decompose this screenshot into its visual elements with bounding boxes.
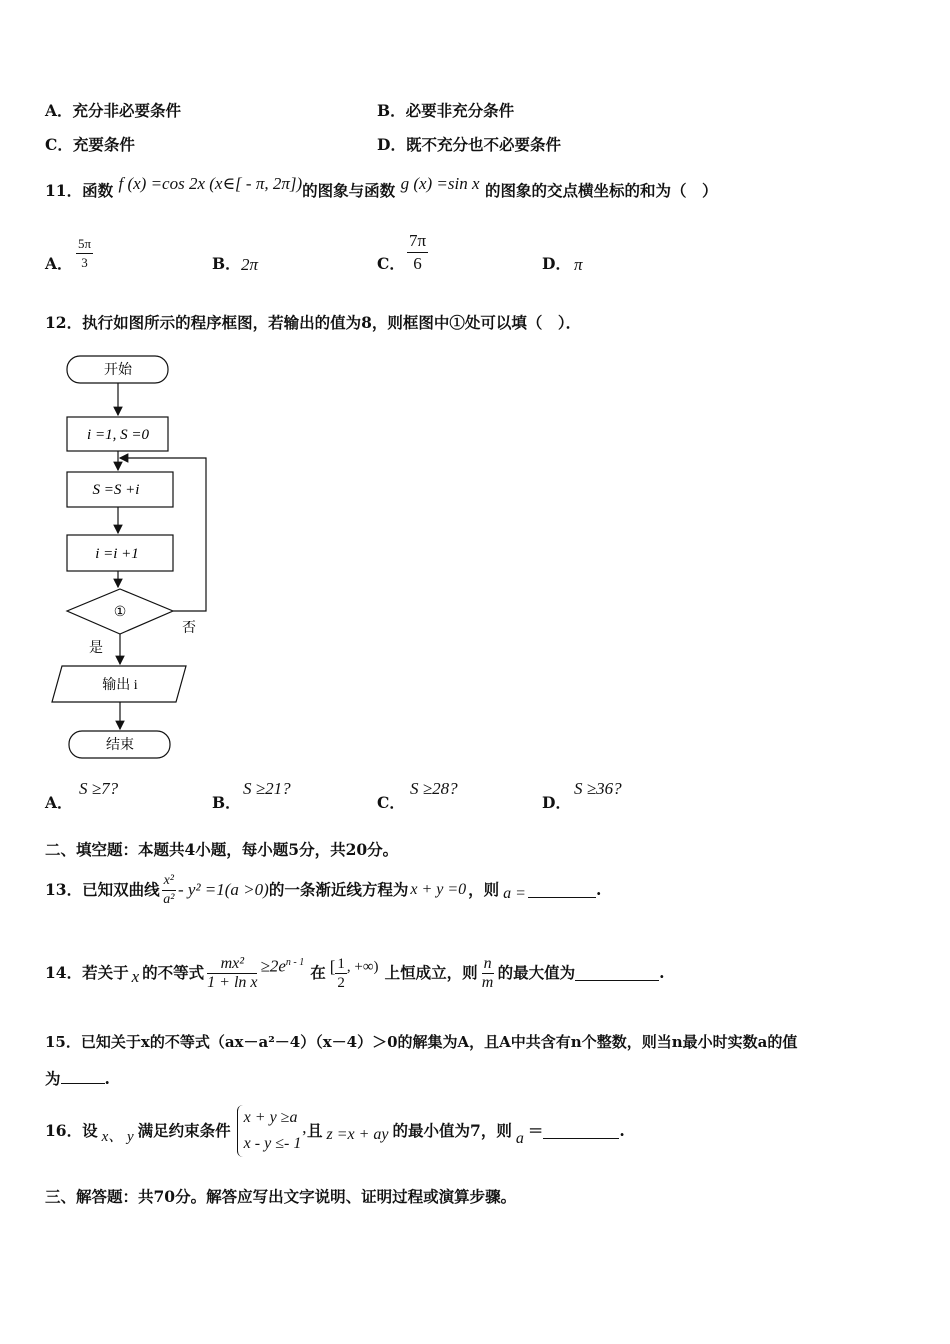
q14-left-bracket: [ bbox=[329, 957, 336, 976]
q16-comma: ’ bbox=[301, 1127, 307, 1146]
q10-option-c: C．充要条件 bbox=[45, 135, 135, 154]
q11-a-denominator: 3 bbox=[81, 255, 88, 270]
q14-exponent: n - 1 bbox=[285, 957, 305, 969]
flow-output-text: 输出 i bbox=[102, 678, 138, 693]
q11-f-expression: f (x) =cos 2x (x∈[ - π, 2π]) bbox=[118, 174, 303, 193]
q14-ratio-denominator: m bbox=[481, 973, 494, 991]
q14-mid-text: 的不等式 bbox=[142, 963, 205, 982]
flow-end-text: 结束 bbox=[106, 738, 134, 753]
q12-option-b-label: B． bbox=[212, 793, 241, 812]
flow-start-text: 开始 bbox=[104, 363, 132, 378]
q16-tail-text: 的最小值为7，则 bbox=[392, 1121, 512, 1140]
q13-then: ，则 bbox=[468, 880, 500, 899]
flow-init-text: i =1, S =0 bbox=[87, 427, 149, 443]
question-16 bbox=[45, 1103, 625, 1159]
q12-option-a: S ≥7? bbox=[79, 779, 119, 798]
q12-option-a-label: A． bbox=[45, 793, 73, 812]
q13-asymptote: x + y =0 bbox=[410, 881, 467, 898]
q13-prefix: 13．已知双曲线 bbox=[45, 880, 160, 899]
q11-option-d-label: D． bbox=[542, 254, 571, 273]
q16-end: . bbox=[619, 1121, 625, 1140]
q14-rhs-base: ≥2e bbox=[260, 956, 286, 976]
q12-option-d: S ≥36? bbox=[574, 779, 622, 798]
q13-equation: - y² =1(a >0) bbox=[178, 880, 269, 899]
q11-tail-text: 的图象的交点横坐标的和为（ ） bbox=[484, 181, 718, 200]
q11-option-d-value: π bbox=[574, 255, 583, 274]
question-14 bbox=[45, 948, 665, 998]
q13-mid-text: 的一条渐近线方程为 bbox=[268, 880, 409, 899]
q16-and: 且 bbox=[306, 1121, 323, 1140]
q14-on-text: 在 bbox=[310, 963, 326, 982]
q12-option-b: S ≥21? bbox=[243, 779, 291, 798]
q13-answer-blank[interactable] bbox=[528, 883, 596, 898]
q15-answer-blank[interactable] bbox=[61, 1069, 105, 1084]
flow-yes-label: 是 bbox=[89, 641, 103, 656]
q11-g-expression: g (x) =sin x bbox=[400, 174, 480, 193]
q12-option-c: S ≥28? bbox=[410, 779, 458, 798]
q13-answer-var: a = bbox=[503, 885, 526, 902]
q16-answer-var: a bbox=[515, 1130, 524, 1147]
flow-no-label: 否 bbox=[182, 621, 196, 636]
q11-option-b-value: 2π bbox=[241, 255, 259, 274]
q13-frac-numerator: x² bbox=[162, 872, 176, 891]
section-2-heading: 二、填空题：本题共4小题，每小题5分，共20分。 bbox=[45, 840, 399, 859]
q13-frac-denominator: a² bbox=[163, 891, 175, 907]
question-13 bbox=[45, 868, 601, 912]
flow-increment-text: i =i +1 bbox=[95, 546, 139, 562]
q12-option-c-label: C． bbox=[377, 793, 405, 812]
q11-a-numerator: 5π bbox=[76, 235, 93, 254]
q14-answer-blank[interactable] bbox=[575, 966, 659, 981]
q11-mid-text: 的图象与函数 bbox=[302, 181, 396, 200]
q10-option-b: B．必要非充分条件 bbox=[377, 101, 515, 120]
q12-option-d-label: D． bbox=[542, 793, 571, 812]
q11-option-a-label: A． bbox=[45, 254, 73, 273]
q14-x: x bbox=[131, 967, 140, 986]
q14-ratio-numerator: n bbox=[483, 954, 492, 972]
q14-tail-text: 的最大值为 bbox=[497, 963, 576, 982]
q11-c-denominator: 6 bbox=[413, 254, 422, 273]
q16-constraint-system bbox=[237, 1105, 302, 1157]
q15-line-1: 15．已知关于x的不等式（ax－a²－4）（x－4）＞0的解集为A，且A中共含有n个整数，则当n最小时实数a的值 bbox=[45, 1033, 798, 1051]
q15-line-2 bbox=[45, 1069, 110, 1089]
q14-frac-numerator: mx² bbox=[207, 955, 257, 974]
q14-interval-denominator: 2 bbox=[337, 974, 345, 991]
q16-constraint-1: x + y ≥a bbox=[243, 1109, 298, 1126]
q16-answer-blank[interactable] bbox=[543, 1124, 619, 1139]
q11-number: 11．函数 bbox=[45, 181, 114, 200]
q15-end: . bbox=[104, 1069, 110, 1088]
q16-equals: ＝ bbox=[527, 1121, 544, 1140]
q10-option-d: D．既不充分也不必要条件 bbox=[377, 135, 561, 154]
q11-c-numerator: 7π bbox=[407, 230, 428, 253]
flow-condition-text: ① bbox=[113, 605, 127, 620]
q14-interval-end: , +∞) bbox=[346, 959, 379, 975]
q16-mid-text: 满足约束条件 bbox=[137, 1121, 231, 1140]
q14-end: . bbox=[659, 963, 665, 982]
q14-prefix: 14．若关于 bbox=[45, 963, 129, 982]
q16-prefix: 16．设 bbox=[45, 1121, 98, 1140]
q16-objective: z =x + ay bbox=[326, 1126, 389, 1143]
q16-variables: x、 y bbox=[101, 1129, 134, 1145]
q16-constraint-2: x - y ≤- 1 bbox=[243, 1135, 302, 1152]
q14-rhs bbox=[260, 953, 304, 977]
q13-end: . bbox=[595, 880, 602, 899]
q14-hold-text: 上恒成立，则 bbox=[384, 963, 478, 982]
q15-prefix: 为 bbox=[45, 1069, 61, 1088]
q10-option-a: A．充分非必要条件 bbox=[45, 101, 182, 120]
q12-stem: 12．执行如图所示的程序框图，若输出的值为8，则框图中①处可以填（ ）． bbox=[45, 313, 582, 332]
q14-frac-denominator: 1 + ln x bbox=[207, 973, 258, 991]
q14-interval-numerator: 1 bbox=[337, 955, 345, 972]
q11-option-c-label: C． bbox=[377, 254, 405, 273]
q11-option-b-label: B． bbox=[212, 254, 241, 273]
flow-sum-text: S =S +i bbox=[92, 482, 140, 498]
section-3-heading: 三、解答题：共70分。解答应写出文字说明、证明过程或演算步骤。 bbox=[45, 1187, 517, 1206]
